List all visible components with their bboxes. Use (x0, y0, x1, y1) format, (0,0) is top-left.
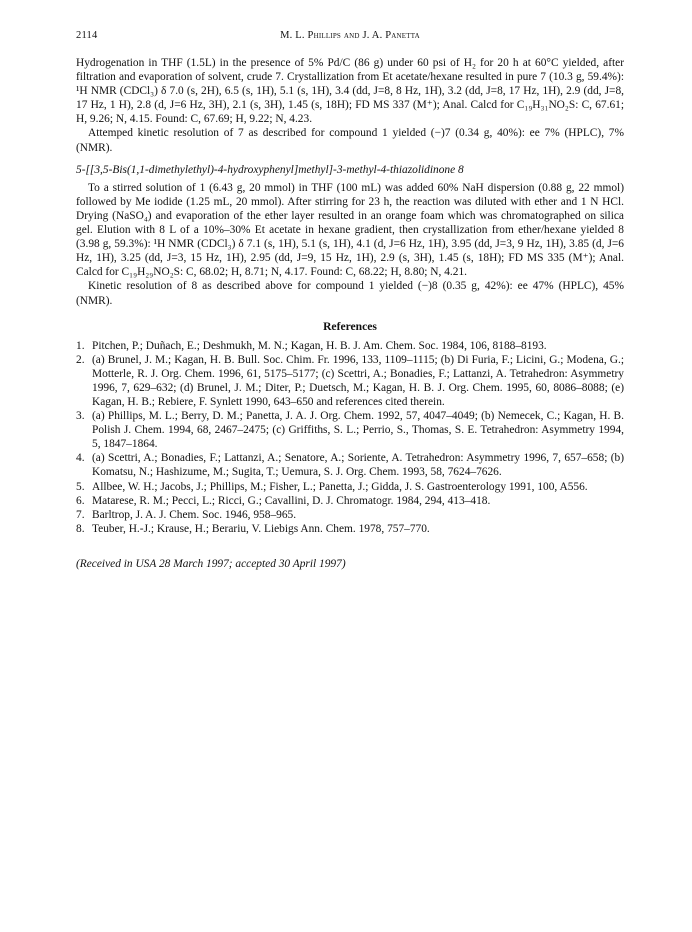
reference-item (76, 508, 624, 522)
reference-number: 6. (76, 494, 85, 507)
reference-text: Matarese, R. M.; Pecci, L.; Ricci, G.; Cavallini, D. J. Chromatogr. 1984, 294, 413–418. (92, 494, 491, 507)
reference-item (76, 494, 624, 508)
reference-item (76, 522, 624, 536)
references-heading: References (323, 319, 377, 333)
reference-item (76, 480, 624, 494)
experimental-body (76, 56, 624, 308)
reference-item (76, 409, 624, 451)
paragraph-hydrogenation: Hydrogenation in THF (1.5L) in the presence of 5% Pd/C (86 g) under 60 psi of H₂ for 20 h at 60°C yielded, after filtration and evaporation of solvent, crude 7. Crystallization from Et acetate/hexane resulted in pure 7 (10.3 g, 59.4%): ¹H NMR (CDCl₃) δ 7.0 (s, 2H), 6.5 (s, 1H), 5.1 (s, 1H), 3.4 (dd, J=8, 8 Hz, 1H), 3.2 (dd, J=8, 17 Hz, 1H), 2.9 (dd, J=8, 17 Hz, 1 H), 2.8 (d, J=6 Hz, 3H), 2.1 (s, 3H), 1.45 (s, 18H); FD MS 337 (M⁺); Anal. Calcd for C₁₉H₃₁NO₂S: C, 67.61; H, 9.26; N, 4.15. Found: C, 67.69; H, 9.22; N, 4.23. (76, 57, 624, 126)
received-dates: (Received in USA 28 March 1997; accepted 30 April 1997) (76, 557, 346, 570)
reference-list (76, 339, 624, 536)
reference-item (76, 353, 624, 409)
reference-number: 7. (76, 508, 85, 521)
reference-number: 3. (76, 410, 85, 423)
reference-item (76, 339, 624, 353)
reference-text: (a) Scettri, A.; Bonadies, F.; Lattanzi, A.; Senatore, A.; Soriente, A. Tetrahedron: Asymmetry 1996, 7, 657–658; (b) Komatsu, N.; Hashizume, M.; Sugita, T.; Uemura, S. J. Org. Chem. 1993, 58, 7624–7626. (92, 452, 624, 479)
page-number: 2114 (76, 30, 98, 41)
paragraph-synthesis-8: To a stirred solution of 1 (6.43 g, 20 mmol) in THF (100 mL) was added 60% NaH dispersion (0.88 g, 22 mmol) followed by Me iodide (1.25 mL, 20 mmol). After stirring for 23 h, the reaction was diluted with ether and 1 N HCl. Drying (NaSO₄) and evaporation of the ether layer resulted in an orange foam which was chromatographed on silica gel. Elution with 8 L of a 10%–30% Et acetate in hexane gradient, then crystallization from ether/hexane yielded 8 (3.98 g, 59.3%): ¹H NMR (CDCl₃) δ 7.1 (s, 1H), 5.1 (s, 1H), 4.1 (d, J=6 Hz, 1H), 3.95 (dd, J=3, 9 Hz, 1H), 3.85 (d, J=6 Hz, 1H), 3.25 (dd, J=3, 15 Hz, 1H), 2.95 (dd, J=9, 15 Hz, 1H), 2.9 (s, 3H), 1.45 (s, 18H); FD MS 335 (M⁺); Anal. Calcd for C₁₉H₂₉NO₂S: C, 68.02; H, 8.71; N, 4.17. Found: C, 68.22; H, 8.80; N, 4.21. (76, 181, 624, 279)
reference-text: Teuber, H.-J.; Krause, H.; Berariu, V. Liebigs Ann. Chem. 1978, 757–770. (92, 522, 430, 535)
reference-number: 5. (76, 480, 85, 493)
paragraph-resolution-7: Attemped kinetic resolution of 7 as described for compound 1 yielded (−)7 (0.34 g, 40%): ee 7% (HPLC), 7% (NMR). (76, 127, 624, 154)
paragraph-resolution-8: Kinetic resolution of 8 as described above for compound 1 yielded (−)8 (0.35 g, 42%): ee 47% (HPLC), 45% (NMR). (76, 280, 624, 307)
reference-text: Pitchen, P.; Duñach, E.; Deshmukh, M. N.; Kagan, H. B. J. Am. Chem. Soc. 1984, 106, 8188–8193. (92, 339, 547, 352)
journal-page (76, 30, 624, 570)
reference-text: (a) Brunel, J. M.; Kagan, H. B. Bull. Soc. Chim. Fr. 1996, 133, 1109–1115; (b) Di Furia, F.; Licini, G.; Modena, G.; Motterle, R. J. Org. Chem. 1996, 61, 5175–5177; (c) Scettri, A.; Bonadies, F.; Lattanzi, A. Tetrahedron: Asymmetry 1996, 7, 629–632; (d) Brunel, J. M.; Diter, P.; Duetsch, M.; Kagan, H. B. J. Org. Chem. 1995, 60, 8086–8088; (e) Kagan, H. B.; Rebiere, F. Synlett 1990, 643–650 and references cited therein. (92, 353, 624, 408)
reference-text: Allbee, W. H.; Jacobs, J.; Phillips, M.; Fisher, L.; Panetta, J.; Gidda, J. S. Gastroenterology 1991, 100, A556. (92, 480, 588, 493)
reference-number: 2. (76, 353, 85, 366)
running-head: M. L. Phillips and J. A. Panetta (280, 30, 420, 41)
reference-item (76, 451, 624, 479)
reference-number: 4. (76, 452, 85, 465)
reference-number: 1. (76, 339, 85, 352)
compound-8-heading: 5-[[3,5-Bis(1,1-dimethylethyl)-4-hydroxyphenyl]methyl]-3-methyl-4-thiazolidinone 8 (76, 163, 464, 176)
reference-text: (a) Phillips, M. L.; Berry, D. M.; Panetta, J. A. J. Org. Chem. 1992, 57, 4047–4049; (b) Nemecek, C.; Kagan, H. B. Polish J. Chem. 1994, 68, 2467–2475; (c) Griffiths, S. L.; Perrio, S., Thomas, S. E. Tetrahedron: Asymmetry 1994, 5, 1847–1864. (92, 410, 624, 451)
reference-text: Barltrop, J. A. J. Chem. Soc. 1946, 958–965. (92, 508, 297, 521)
reference-number: 8. (76, 522, 85, 535)
page-header (76, 30, 624, 48)
